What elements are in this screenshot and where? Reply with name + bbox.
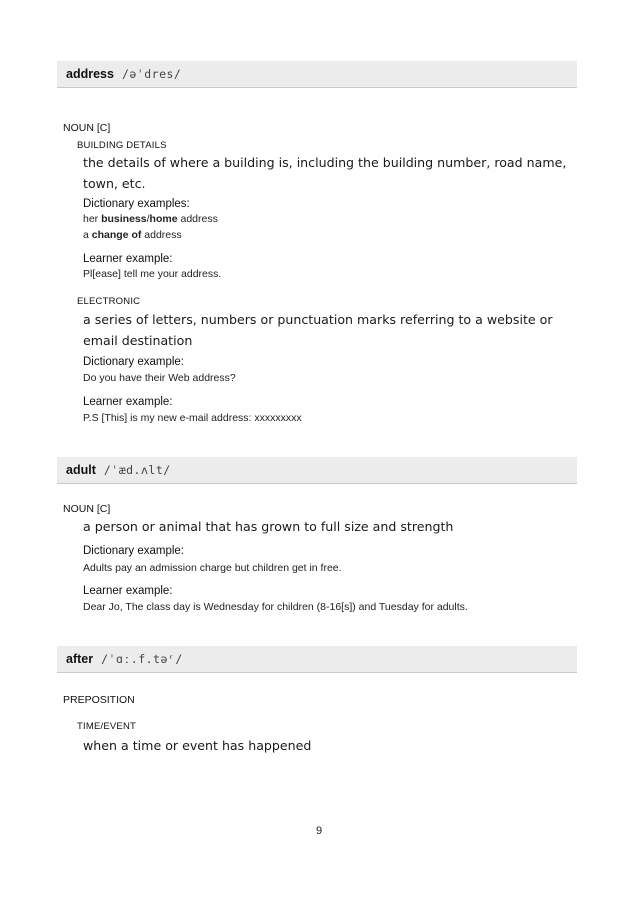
guideword: ELECTRONIC bbox=[77, 296, 141, 307]
learner-example: P.S [This] is my new e-mail address: xxxxxxxxx bbox=[83, 412, 302, 424]
definition: the details of where a building is, including the building number, road name, town, etc. bbox=[83, 155, 567, 191]
dictionary-example-label: Dictionary example: bbox=[83, 356, 184, 368]
learner-example-label: Learner example: bbox=[83, 585, 173, 597]
entry-header-after bbox=[57, 646, 577, 673]
learner-example: Dear Jo, The class day is Wednesday for children (8-16[s]) and Tuesday for adults. bbox=[83, 601, 468, 613]
entry-header-adult bbox=[57, 457, 577, 484]
part-of-speech: NOUN [C] bbox=[63, 503, 111, 515]
learner-example: Pl[ease] tell me your address. bbox=[83, 268, 222, 280]
dictionary-example: Adults pay an admission charge but children get in free. bbox=[83, 562, 342, 574]
dictionary-example: her business/home address bbox=[83, 213, 218, 225]
pronunciation: /ˈæd.ʌlt/ bbox=[103, 463, 171, 477]
dictionary-example: Do you have their Web address? bbox=[83, 372, 236, 384]
learner-example-label: Learner example: bbox=[83, 396, 173, 408]
headword: adult bbox=[66, 463, 96, 477]
dictionary-examples-label: Dictionary examples: bbox=[83, 198, 190, 210]
headword: address bbox=[66, 67, 114, 81]
guideword: BUILDING DETAILS bbox=[77, 140, 167, 151]
part-of-speech: NOUN [C] bbox=[63, 122, 111, 134]
dictionary-example: a change of address bbox=[83, 229, 182, 241]
headword: after bbox=[66, 652, 94, 666]
definition: a series of letters, numbers or punctuation marks referring to a website or email destination bbox=[83, 312, 553, 348]
definition: when a time or event has happened bbox=[83, 738, 312, 753]
learner-example-label: Learner example: bbox=[83, 253, 173, 265]
dictionary-example-label: Dictionary example: bbox=[83, 545, 184, 557]
guideword: TIME/EVENT bbox=[77, 721, 137, 732]
definition: a person or animal that has grown to full size and strength bbox=[83, 519, 454, 534]
pronunciation: /əˈdres/ bbox=[121, 67, 182, 81]
page-number: 9 bbox=[315, 825, 323, 837]
entry-header-address bbox=[57, 61, 577, 88]
pronunciation: /ˈɑː.f.təʳ/ bbox=[101, 652, 183, 666]
part-of-speech: PREPOSITION bbox=[63, 694, 135, 706]
